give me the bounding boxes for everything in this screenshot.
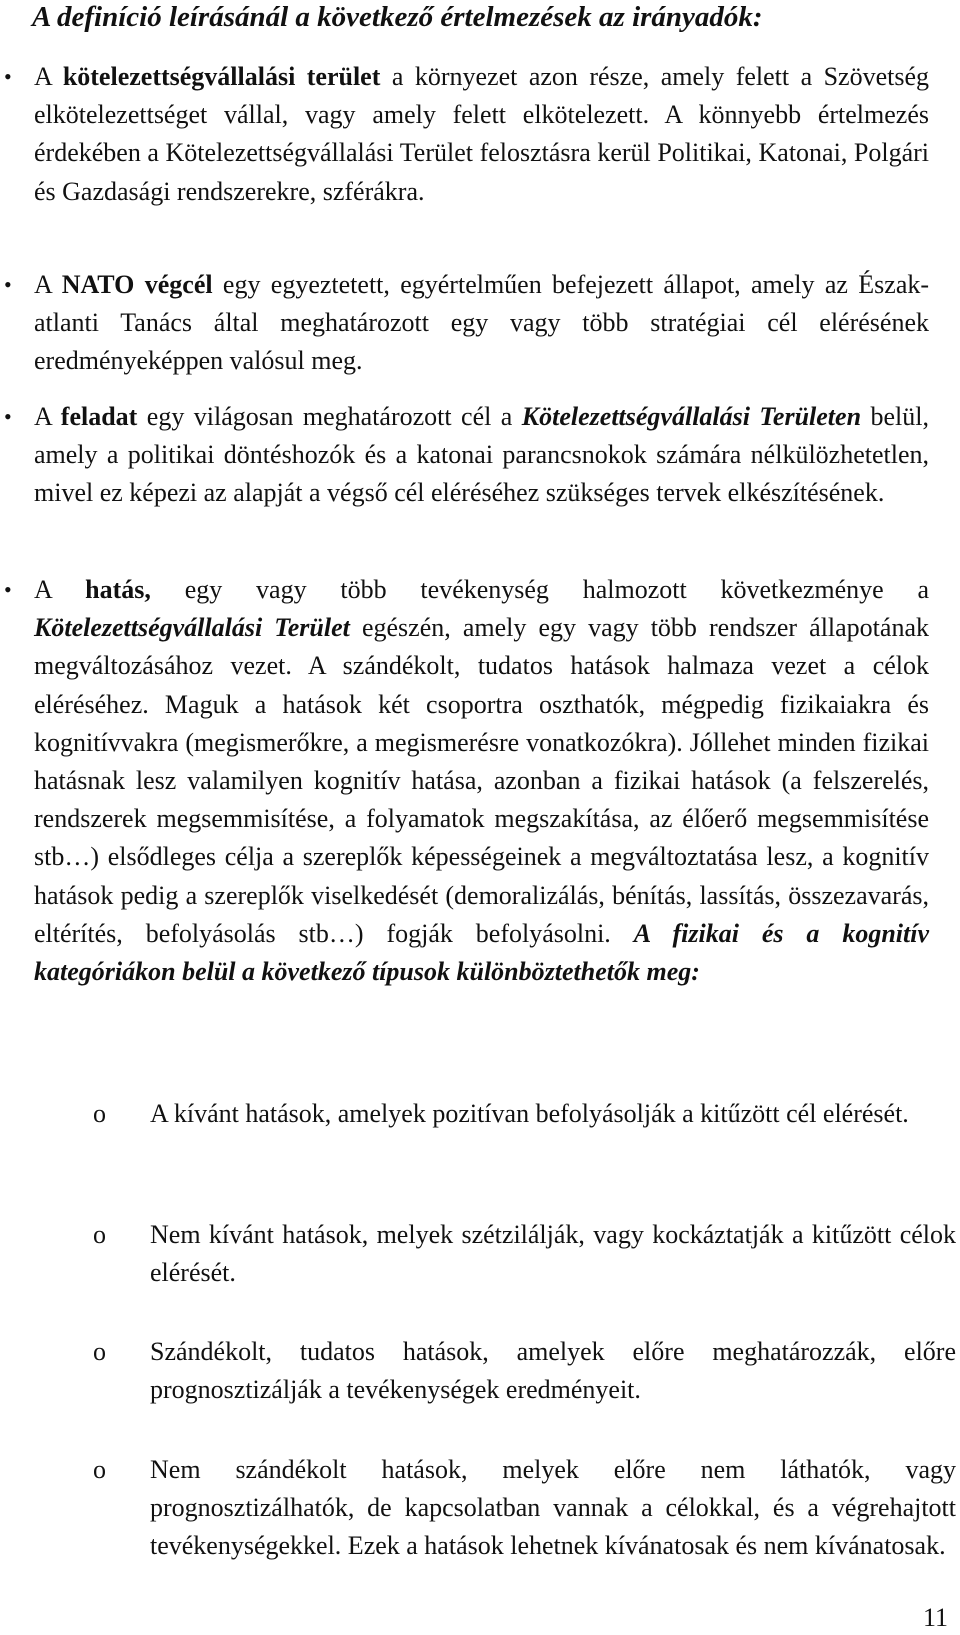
item-prefix: A — [34, 62, 63, 91]
definition-item-nato-end-state — [4, 266, 930, 381]
bullet-icon: • — [4, 64, 12, 89]
effect-type-item — [93, 1333, 956, 1409]
effect-type-text: Nem kívánt hatások, melyek szétzilálják, vagy kockáztatják a kitűzött célok elérését. — [150, 1220, 956, 1288]
defined-term: kötelezettségvállalási terület — [62, 62, 381, 91]
bullet-icon: • — [4, 272, 12, 297]
item-prefix: A — [34, 402, 61, 431]
effect-type-item — [93, 1216, 956, 1292]
circle-bullet-icon: o — [93, 1337, 106, 1366]
page-number: 11 — [922, 1603, 948, 1632]
circle-bullet-icon: o — [93, 1220, 106, 1249]
item-text: belül, amely a politikai döntéshozók és a katonai parancsnokok számára nélkülözhetetlen, mivel ez képezi az alapját a végső cél eléréséhez szükséges tervek elkészítésének. — [34, 402, 929, 508]
bullet-icon: • — [4, 577, 12, 602]
defined-term: feladat — [60, 402, 138, 431]
defined-term: hatás, — [85, 575, 151, 604]
emphasized-term: Kötelezettségvállalási Területen — [521, 402, 862, 431]
item-prefix: A — [34, 575, 86, 604]
effect-type-text: Szándékolt, tudatos hatások, amelyek előre meghatározzák, előre prognosztizálják a tevékenységek eredményeit. — [150, 1337, 956, 1405]
definition-item-commitment-area — [4, 58, 930, 211]
item-text: egy egyeztetett, egyértelműen befejezett állapot, amely az Észak-atlanti Tanács által meghatározott egy vagy több stratégiai cél elérésének eredményeképpen valósul meg. — [34, 270, 930, 376]
effect-type-item — [93, 1095, 956, 1133]
emphasized-term: Kötelezettségvállalási Terület — [34, 613, 350, 643]
item-text-mid: egy világosan meghatározott cél a — [137, 402, 522, 431]
emphasized-conclusion: A fizikai és a kognitív kategóriákon belül a következő típusok különböztethetők meg: — [34, 918, 930, 987]
bullet-icon: • — [4, 404, 12, 429]
item-text: egészén, amely egy vagy több rendszer állapotának megváltozásához vezet. A szándékolt, tudatos hatások halmaza vezet a célok eléréséhez. Maguk a hatások két csoportra oszthatók, mégpedig fizikaiakra és kognitívvakra (megismerőkre, a megismerésre vonatkozókra). Jóllehet minden fizikai hatásnak lesz valamilyen kognitív hatása, azonban a fizikai hatások (a felszerelés, rendszerek megsemmisítése, a folyamatok megszakítása, az élőerő megsemmisítése stb…) elsődleges célja a szereplők képességeinek a megváltoztatása lesz, a kognitív hatások pedig a szereplők viselkedését (demoralizálás, bénítás, lassítás, összezavarás, eltérítés, befolyásolás stb…) fogják befolyásolni. — [34, 613, 929, 948]
defined-term: NATO végcél — [61, 270, 213, 299]
effect-type-text: Nem szándékolt hatások, melyek előre nem láthatók, vagy prognosztizálhatók, de kapcsolatban vannak a célokkal, és a végrehajtott tevékenységekkel. Ezek a hatások lehetnek kívánatosak és nem kívánatosak. — [150, 1455, 956, 1561]
item-text-mid: egy vagy több tevékenység halmozott következménye a — [150, 575, 930, 604]
item-text: a környezet azon része, amely felett a Szövetség elkötelezettséget vállal, vagy amely felett elkötelezett. A könnyebb értelmezés érdekében a Kötelezettségvállalási Terület felosztásra kerül Politikai, Katonai, Polgári és Gazdasági rendszerekre, szférákra. — [34, 62, 930, 206]
effect-type-item — [93, 1451, 956, 1566]
definition-item-task — [4, 398, 929, 513]
circle-bullet-icon: o — [93, 1099, 106, 1128]
item-prefix: A — [34, 270, 62, 299]
definition-item-effect — [4, 571, 930, 991]
section-heading: A definíció leírásánál a következő értelmezések az irányadók: — [32, 1, 763, 33]
effect-type-text: A kívánt hatások, amelyek pozitívan befolyásolják a kitűzött cél elérését. — [150, 1099, 909, 1128]
circle-bullet-icon: o — [93, 1455, 106, 1484]
